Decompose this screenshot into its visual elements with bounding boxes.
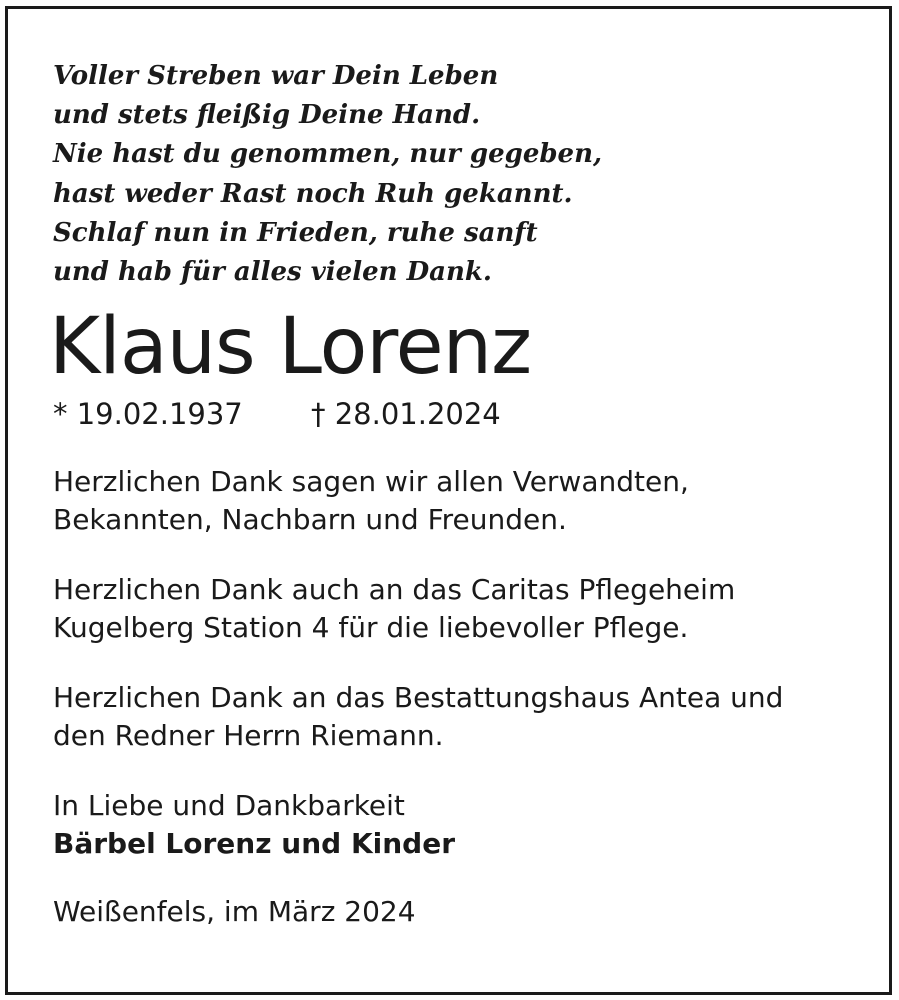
closing-block (53, 787, 873, 863)
thanks-paragraph-relatives (53, 463, 873, 539)
deceased-name: Klaus Lorenz (49, 302, 532, 393)
thanks-line: Kugelberg Station 4 für die liebevoller Pflege. (53, 611, 689, 645)
birth-date: * 19.02.1937 (53, 397, 243, 432)
memorial-poem (53, 57, 873, 292)
life-dates (53, 396, 873, 432)
thanks-line: den Redner Herrn Riemann. (53, 719, 444, 753)
obituary-frame (5, 6, 892, 995)
poem-line-1: Voller Streben war Dein Leben (53, 61, 499, 91)
thanks-paragraph-care-home (53, 571, 873, 647)
death-date: † 28.01.2024 (311, 397, 501, 432)
thanks-line: Herzlichen Dank auch an das Caritas Pflegeheim (53, 573, 736, 607)
place-and-date: Weißenfels, im März 2024 (53, 895, 416, 929)
poem-line-4: hast weder Rast noch Ruh gekannt. (53, 178, 573, 209)
closing-signoff: In Liebe und Dankbarkeit (53, 789, 405, 823)
thanks-line: Bekannten, Nachbarn und Freunden. (53, 503, 567, 537)
poem-line-3: Nie hast du genommen, nur gegeben, (53, 139, 603, 170)
closing-signers: Bärbel Lorenz und Kinder (53, 827, 456, 861)
poem-line-5: Schlaf nun in Frieden, ruhe sanft (53, 217, 538, 248)
obituary-content (49, 57, 873, 931)
thanks-line: Herzlichen Dank an das Bestattungshaus Antea und (53, 681, 784, 715)
poem-line-6: und hab für alles vielen Dank. (53, 257, 492, 288)
thanks-paragraph-funeral-home (53, 679, 873, 755)
poem-line-2: und stets fleißig Deine Hand. (53, 100, 481, 131)
thanks-line: Herzlichen Dank sagen wir allen Verwandten, (53, 465, 689, 499)
